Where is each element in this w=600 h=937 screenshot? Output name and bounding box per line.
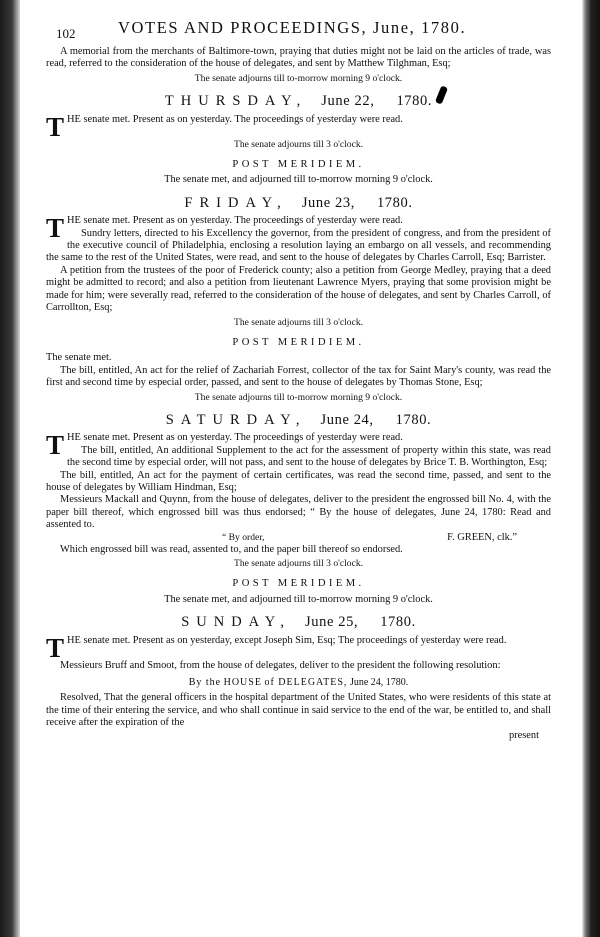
day-year: 1780. <box>395 411 432 428</box>
saturday-paragraph-2: The bill, entitled, An additional Supplement to the act for the assessment of property within this state, was read the second time by especial order, will not pass, and sent to the house of delegates by Brice T. B. Worthington, Esq; <box>67 444 551 469</box>
adjourn-note: The senate adjourns till to-morrow morning 9 o'clock. <box>194 72 403 84</box>
friday-paragraph-1: THE senate met. Present as on yesterday. The proceedings of yesterday were read. <box>46 213 403 244</box>
house-word: HOUSE <box>223 677 262 689</box>
resolved-word: Resolved, <box>60 692 102 704</box>
drop-cap: T <box>46 213 65 244</box>
pm-paragraph: The senate met, and adjourned till to-morrow morning 9 o'clock. <box>164 174 433 186</box>
day-name: SATURDAY, <box>165 411 307 428</box>
sunday-paragraph-1: THE senate met. Present as on yesterday, except Joseph Sim, Esq; The proceedings of yesterday were read. <box>46 632 507 663</box>
day-year: 1780. <box>376 194 413 211</box>
page-number: 102 <box>56 26 76 41</box>
scan-edge-right <box>582 0 600 937</box>
resolved-paragraph: Resolved, That the general officers in the hospital department of the United States, who were residents of this state at the time of their entering the service, and who shall continue in said service to the end of the war, be entitled to, and shall receive after the expiration of the <box>46 692 551 729</box>
drop-cap: T <box>46 430 65 461</box>
resolution-date: June 24, 1780. <box>349 677 409 689</box>
sunday-heading <box>46 614 551 631</box>
sunday-paragraph-2: Messieurs Bruff and Smoot, from the house of delegates, deliver to the president the following resolution: <box>60 659 501 671</box>
adjourn-note: The senate adjourns till to-morrow morning 9 o'clock. <box>194 391 403 403</box>
resolution-heading <box>46 677 551 689</box>
day-date: June 23, <box>301 194 355 211</box>
catchword: present <box>508 729 539 741</box>
post-meridiem-heading: POST MERIDIEM. <box>232 336 365 348</box>
adjourn-note: The senate adjourns till 3 o'clock. <box>233 138 364 150</box>
day-date: June 24, <box>320 411 374 428</box>
thursday-paragraph: THE senate met. Present as on yesterday. The proceedings of yesterday were read. <box>46 111 403 142</box>
friday-heading <box>46 194 551 211</box>
post-meridiem-heading: POST MERIDIEM. <box>232 578 365 590</box>
day-name: THURSDAY, <box>164 93 308 110</box>
day-name: FRIDAY, <box>184 194 288 211</box>
day-year: 1780. <box>380 614 416 631</box>
drop-cap: T <box>46 111 65 142</box>
saturday-paragraph-1: THE senate met. Present as on yesterday. The proceedings of yesterday were read. <box>46 430 403 461</box>
drop-cap: T <box>46 632 65 663</box>
memorial-paragraph: A memorial from the merchants of Baltimore-town, praying that duties might not be laid on the articles of trade, was read, referred to the consideration of the house of delegates, and sent by Matthew Tilghman, Esq; <box>46 46 551 70</box>
document-page <box>46 18 551 742</box>
saturday-paragraph-4: Messieurs Mackall and Quynn, from the house of delegates, deliver to the president the engrossed bill No. 4, with the paper bill thereof, which engrossed bill was thus endorsed; “ By the house of delegates, June 24, 1780: Read and assented to. <box>46 494 551 531</box>
running-title: VOTES AND PROCEEDINGS, June, 1780. <box>118 18 467 37</box>
day-name: SUNDAY, <box>181 614 292 631</box>
friday-paragraph-3: A petition from the trustees of the poor of Frederick county; also a petition from George Medley, praying that a deed might be admitted to record; and also a petition from lieutenant Lawrence Myers, praying that some provision might be made for him; were severally read, referred to the consideration of the house of delegates, and sent by Charles Carroll, of Carrollton, Esq; <box>46 264 551 314</box>
pm-paragraph: The bill, entitled, An act for the relief of Zachariah Forrest, collector of the tax for Saint Mary's county, was read the first and second time by especial order, passed, and sent to the house of delegates by Thomas Stone, Esq; <box>46 364 551 389</box>
post-meridiem-heading: POST MERIDIEM. <box>232 159 365 171</box>
adjourn-note: The senate adjourns till 3 o'clock. <box>233 558 364 569</box>
scan-edge-left <box>0 0 20 937</box>
saturday-heading <box>46 411 551 428</box>
pm-paragraph: The senate met, and adjourned till to-morrow morning 9 o'clock. <box>164 593 433 605</box>
clerk-signature: F. GREEN, clk.” <box>447 531 517 543</box>
friday-paragraph-2: Sundry letters, directed to his Excellency the governor, from the president of congress, and from the president of the executive council of Philadelphia, enclosing a resolution laying an embargo on all vessels, and recommending the same to the rest of the United States, were read, and sent to the house of delegates by Charles Carroll, Esq; Barrister. <box>46 227 551 264</box>
saturday-paragraph-3: The bill, entitled, An act for the payment of certain certificates, was read the second time, passed, and sent to the house of delegates by William Hindman, Esq; <box>46 469 551 493</box>
by-the: By the <box>188 677 222 689</box>
day-date: June 22, <box>321 93 375 110</box>
day-date: June 25, <box>305 614 359 631</box>
adjourn-note: The senate adjourns till 3 o'clock. <box>233 316 364 328</box>
signature-line <box>46 532 551 544</box>
thursday-heading <box>46 93 551 110</box>
of-delegates: of DELEGATES, <box>264 677 348 689</box>
running-head <box>46 18 551 44</box>
saturday-paragraph-5: Which engrossed bill was read, assented to, and the paper bill thereof so endorsed. <box>60 543 403 555</box>
pm-met: The senate met. <box>46 352 112 364</box>
by-order: “ By order, <box>222 531 265 543</box>
day-year: 1780. <box>396 93 433 110</box>
